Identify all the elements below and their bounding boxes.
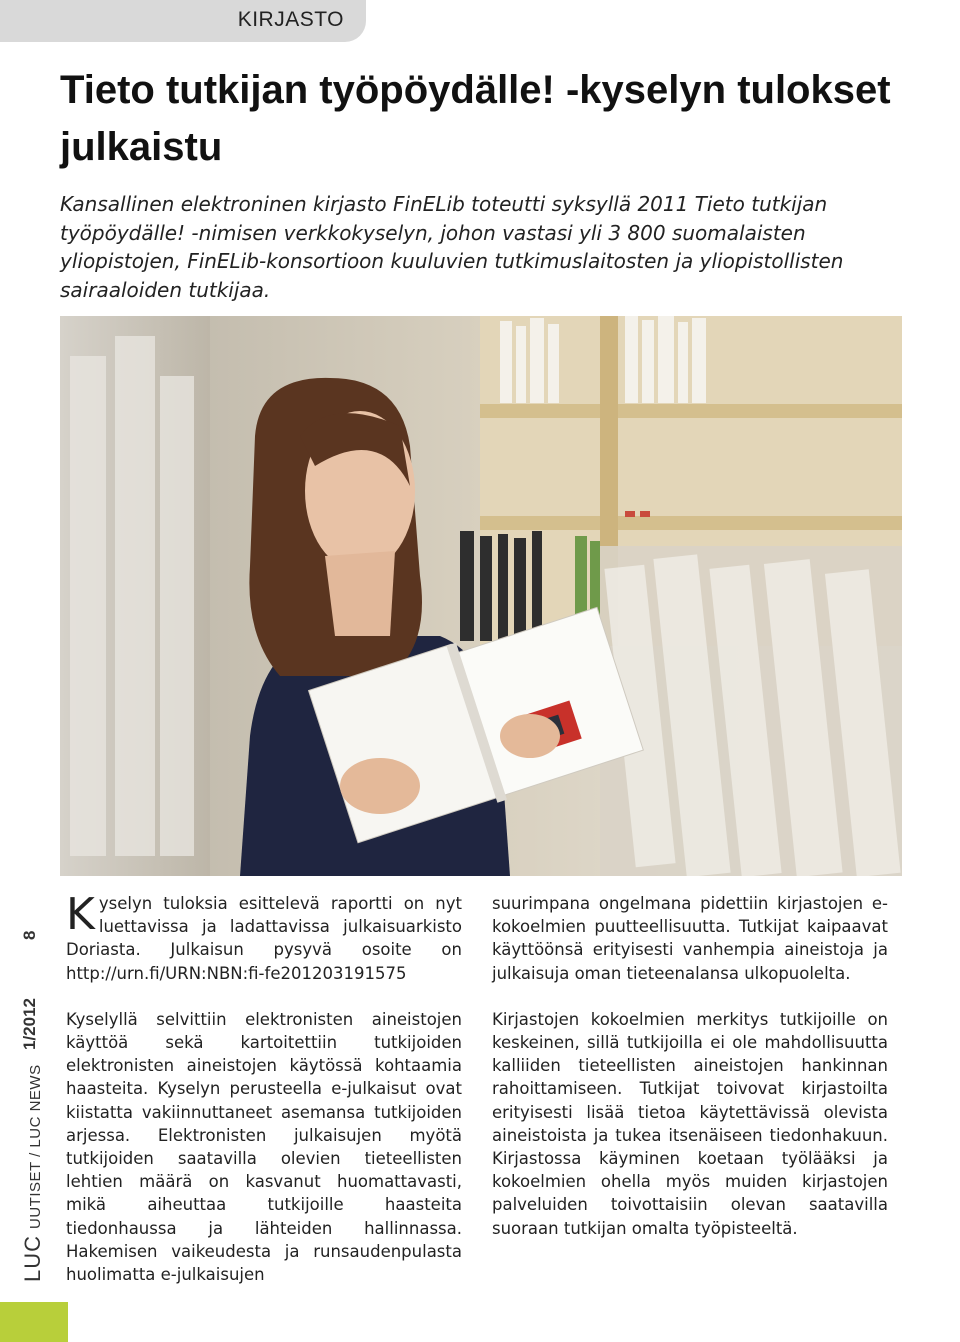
body-paragraph: Kirjastojen kokoelmien merkitys tutkijoille on keskeinen, sillä tutkijoilla ei ole mahdollisuutta kalliiden tieteellisten aineistojen hankinnan rahoittamiseen. Tutkijat toivovat kirjastoilta erityisesti lisää tietoa käytettävissä olevista aineistoista ja tukea itsenäiseen tiedonhakuun. Kirjastossa käyminen koetaan työlääksi ja kokoelmien ohella myös muiden kirjastojen palveluiden toivottaisiin olevan saatavilla suoraan tutkijan omalta työpisteeltä. (492, 1009, 888, 1238)
publication-name (20, 1064, 46, 1282)
page-number: 8 (20, 930, 39, 940)
body-paragraph: Kyselyllä selvittiin elektronisten aineistojen käyttöä sekä kartoitettiin tutkijoiden elektronisten aineistojen käytössä kohtaamia haasteita. Kyselyn perusteella e-julkaisut ovat kiistatta vakiinnuttaneet asemansa tutkijoiden arjessa. Elektronisten julkaisujen myötä tutkijoiden saatavilla olevien tieteellisten lehtien määrä on kasvanut huomattavasti, mikä aiheuttaa tutkijoille haasteita tiedonhaussa ja lähteiden hallinnassa. Hakemisen vaikeudesta ja runsaudenpulasta huolimatta e-julkaisujen (66, 1009, 462, 1285)
body-column-right (492, 892, 888, 1263)
publication-label: UUTISET / LUC NEWS (27, 1064, 44, 1229)
accent-block (0, 1302, 68, 1342)
body-paragraph (66, 889, 462, 985)
body-column-left (66, 889, 462, 1309)
paragraph-text: yselyn tuloksia esittelevä raportti on nyt luettavissa ja ladattavissa julkaisuarkisto Doriasta. Julkaisun pysyvä osoite on http://urn.fi/URN:NBN:fi-fe201203191575 (66, 894, 462, 983)
article-photo (60, 316, 902, 876)
issue-number: 1/2012 (20, 998, 39, 1050)
section-tab (0, 0, 366, 42)
article-lead: Kansallinen elektroninen kirjasto FinELib toteutti syksyllä 2011 Tieto tutkijan työpöydälle! -nimisen verkkokyselyn, johon vastasi yli 3 800 suomalaisten yliopistojen, FinELib-konsortioon kuuluvien tutkimuslaitosten ja yliopistollisten sairaaloiden tutkijaa. (60, 192, 844, 302)
body-paragraph: suurimpana ongelmana pidettiin kirjastojen e-kokoelmien puutteellisuutta. Tutkijat kaipaavat käyttöönsä erityisesti vanhempia aineistoja ja julkaisuja oman tieteenalansa ulkopuolelta. (492, 894, 888, 983)
library-photo-illustration (60, 316, 902, 876)
drop-cap: K (66, 889, 95, 940)
left-rail (0, 880, 60, 1342)
section-label: KIRJASTO (237, 8, 344, 31)
brand-logo-text: LUC (20, 1234, 45, 1282)
article-headline: Tieto tutkijan työpöydälle! -kyselyn tulokset julkaistu (60, 68, 891, 169)
